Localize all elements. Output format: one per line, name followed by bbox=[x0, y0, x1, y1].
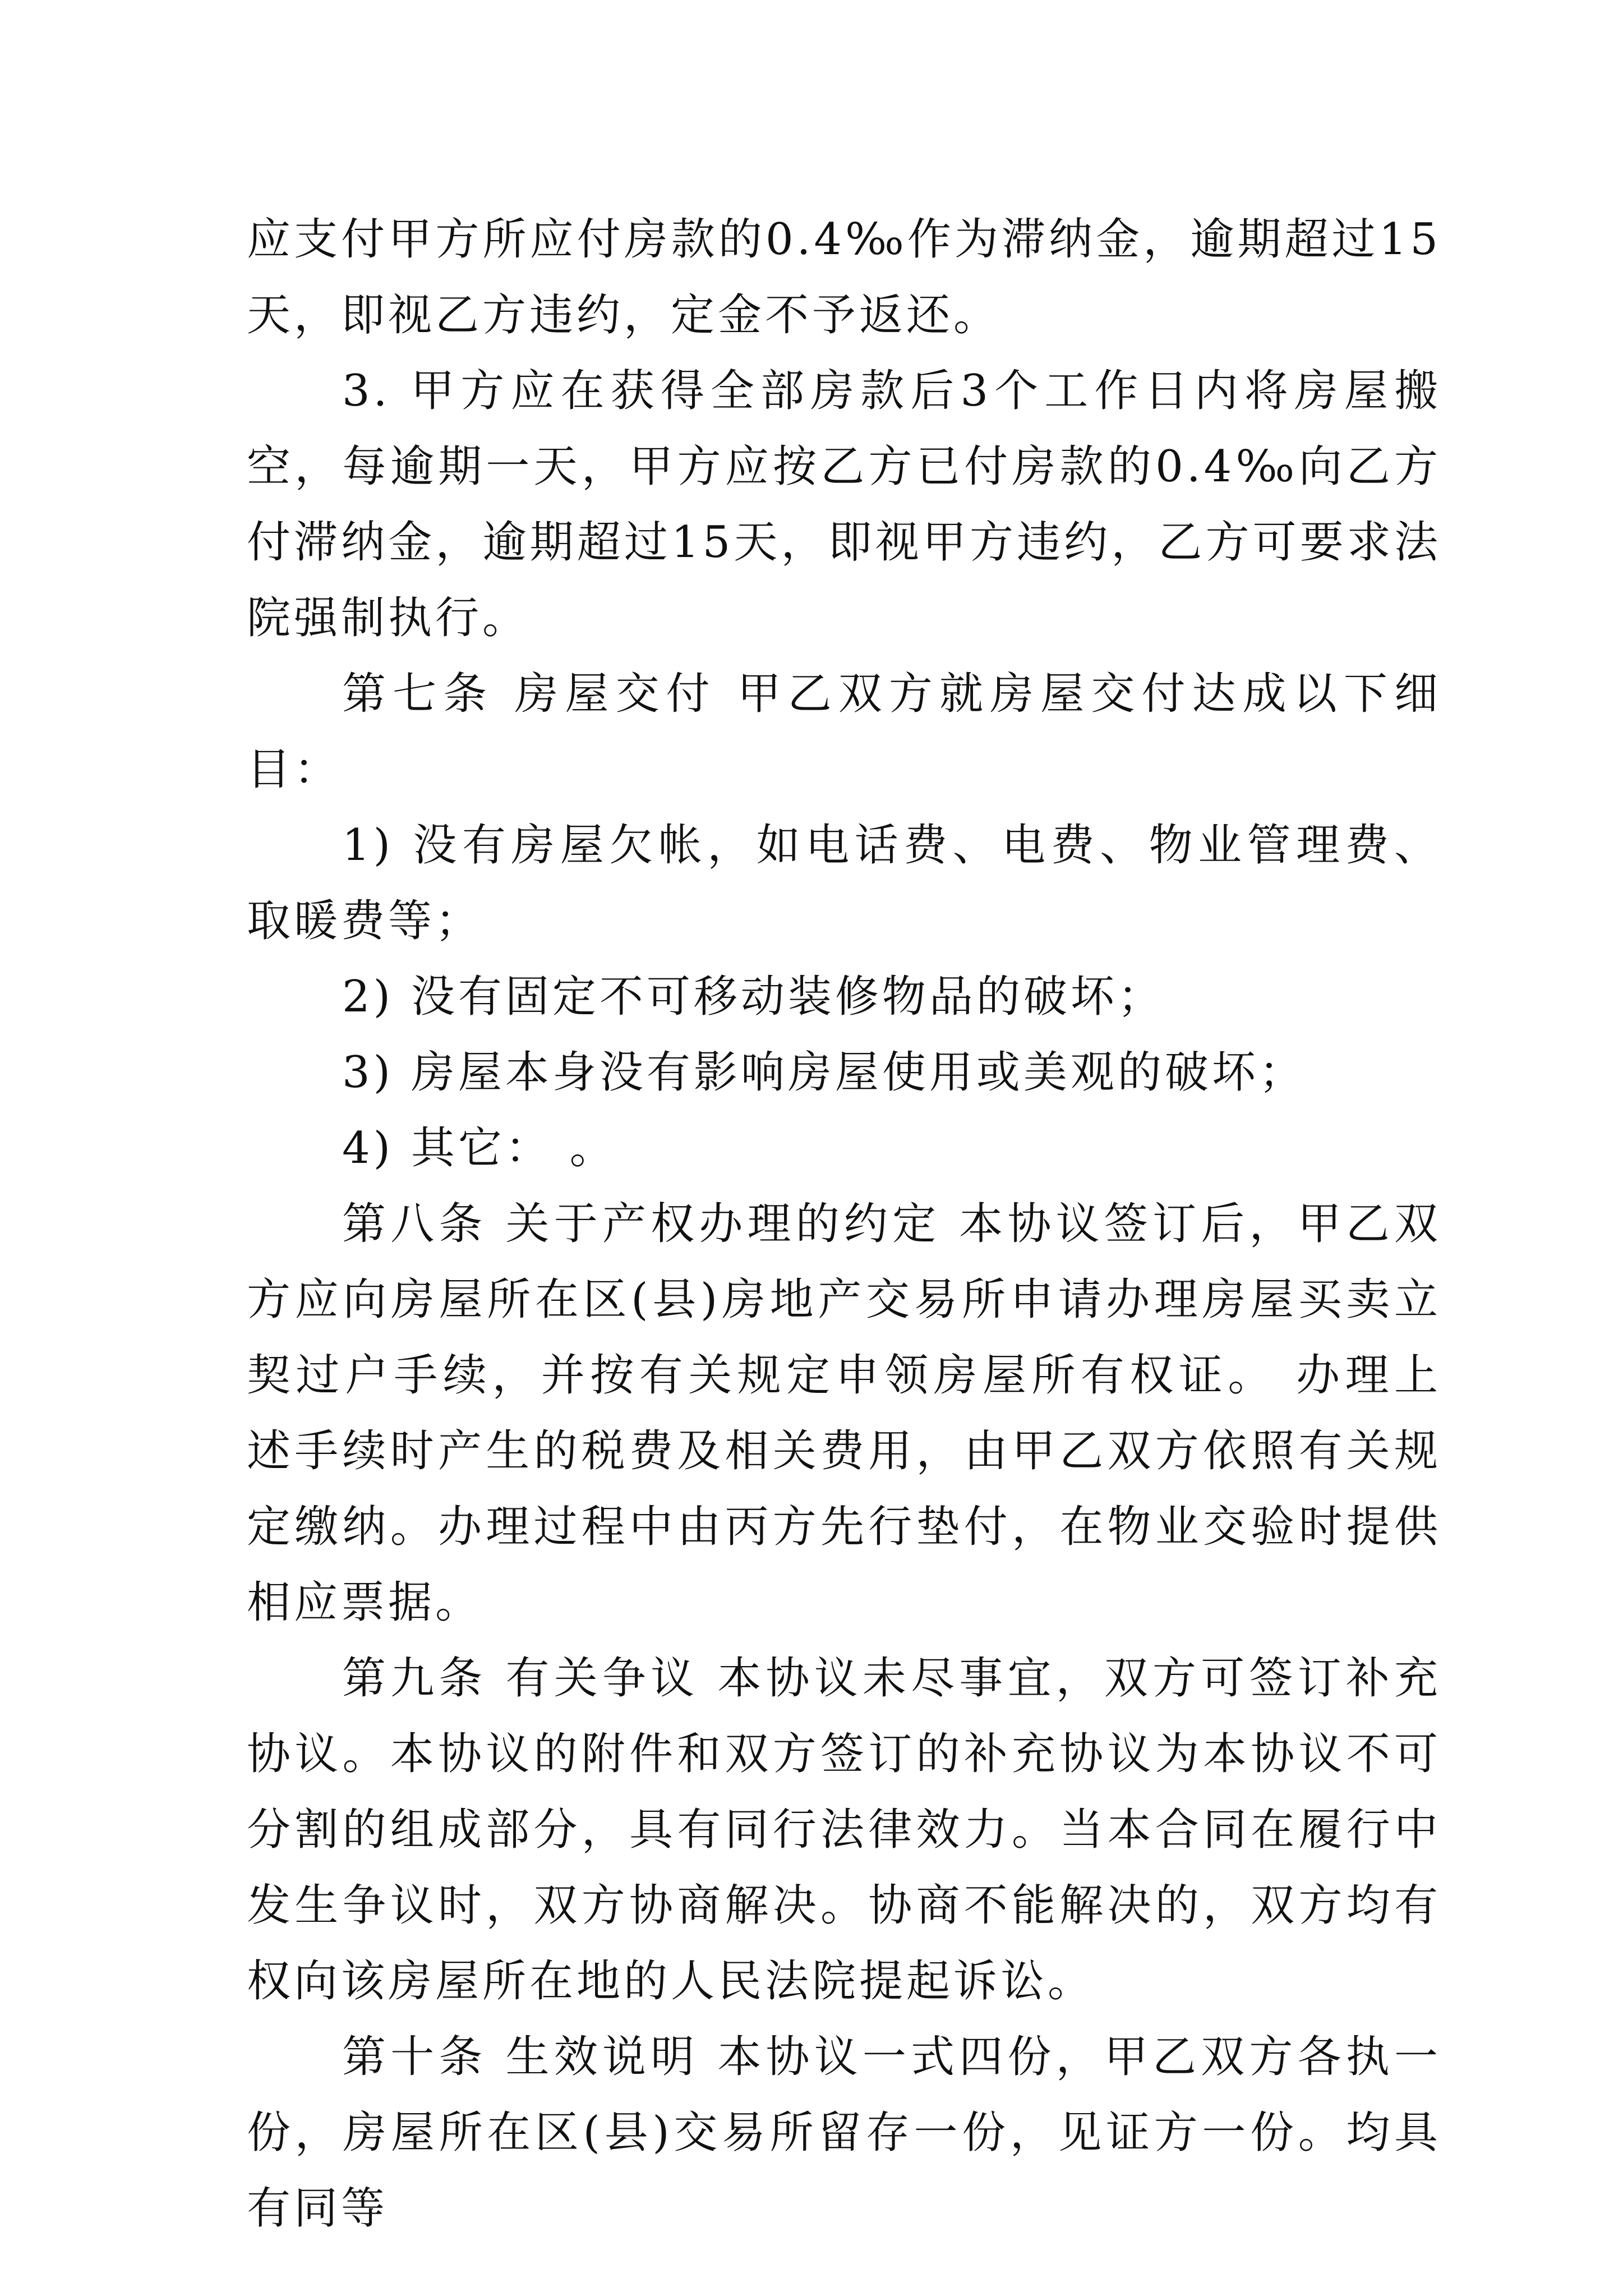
paragraph-late-payment-continuation: 应支付甲方所应付房款的0.4‰作为滞纳金，逾期超过15天，即视乙方违约，定金不予返还。 bbox=[247, 214, 1441, 341]
paragraph-article-8-title-transfer: 第八条 关于产权办理的约定 本协议签订后，甲乙双方应向房屋所在区(县)房地产交易所申请办理房屋买卖立契过户手续，并按有关规定申领房屋所有权证。 办理上述手续时产生的税费及相关费用，由甲乙双方依照有关规定缴纳。办理过程中由丙方先行垫付，在物业交验时提供相应票据。 bbox=[247, 1199, 1441, 1628]
paragraph-article-7-heading: 第七条 房屋交付 甲乙双方就房屋交付达成以下细目： bbox=[247, 669, 1441, 795]
paragraph-clause-3-vacate: 3. 甲方应在获得全部房款后3个工作日内将房屋搬空，每逾期一天，甲方应按乙方已付房款的0.4‰向乙方付滞纳金，逾期超过15天，即视甲方违约，乙方可要求法院强制执行。 bbox=[247, 366, 1441, 643]
document-body bbox=[247, 202, 1441, 2247]
list-item-4-other: 4) 其它： 。 bbox=[342, 1123, 617, 1174]
list-item-3-no-damage-house: 3) 房屋本身没有影响房屋使用或美观的破坏； bbox=[342, 1047, 1306, 1098]
paragraph-article-10-effectiveness: 第十条 生效说明 本协议一式四份，甲乙双方各执一份，房屋所在区(县)交易所留存一份，见证方一份。均具有同等 bbox=[247, 2032, 1441, 2234]
list-item-2-no-damage-fixtures: 2) 没有固定不可移动装修物品的破坏； bbox=[342, 972, 1165, 1022]
list-item-1-no-arrears: 1) 没有房屋欠帐，如电话费、电费、物业管理费、取暖费等； bbox=[247, 820, 1441, 946]
paragraph-article-9-disputes: 第九条 有关争议 本协议未尽事宜，双方可签订补充协议。本协议的附件和双方签订的补充协议为本协议不可分割的组成部分，具有同行法律效力。当本合同在履行中发生争议时，双方协商解决。协商不能解决的，双方均有权向该房屋所在地的人民法院提起诉讼。 bbox=[247, 1653, 1441, 2007]
